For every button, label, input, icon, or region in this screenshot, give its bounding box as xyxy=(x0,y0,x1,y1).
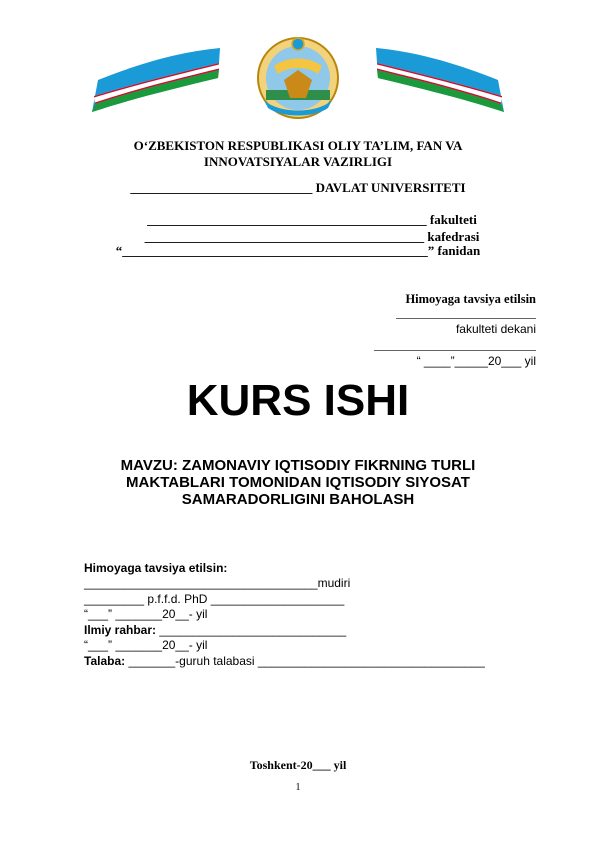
right-flag-icon xyxy=(376,48,504,112)
subject-line: “_______________________________________________” fanidan xyxy=(115,243,481,258)
approval-title-top: Himoyaga tavsiya etilsin xyxy=(405,292,536,306)
topic-line-1: MAVZU: ZAMONAVIY IQTISODIY FIKRNING TURLI xyxy=(120,457,476,474)
department-line: ___________________________________________ kafedrasi xyxy=(144,229,480,244)
approval-title-bottom: Himoyaga tavsiya etilsin: xyxy=(84,561,228,575)
supervisor-row xyxy=(84,623,346,638)
topic-block xyxy=(0,457,596,508)
dean-label: fakulteti dekani xyxy=(455,322,536,336)
head-of-department-line: ___________________________________mudiri xyxy=(84,576,351,590)
ministry-line-1: O‘ZBEKISTON RESPUBLIKASI OLIY TA’LIM, FAN VA xyxy=(133,138,463,153)
student-line: _______-guruh talabasi __________________________________ xyxy=(125,654,485,668)
page-number: 1 xyxy=(295,782,301,793)
topic-line-2: MAKTABLARI TOMONIDAN IQTISODIY SIYOSAT xyxy=(126,474,470,491)
student-label: Talaba: xyxy=(84,654,126,668)
degree-line: _________ p.f.f.d. PhD ____________________ xyxy=(84,592,345,606)
signature-line-2 xyxy=(374,350,536,351)
faculty-line: ___________________________________________ fakulteti xyxy=(147,212,477,227)
ministry-line-2: INNOVATSIYALAR VAZIRLIGI xyxy=(203,154,393,169)
approval-date-top: “ ____”_____20___ yil xyxy=(416,354,536,368)
student-row xyxy=(84,654,485,669)
signature-line xyxy=(396,318,536,319)
supervisor-label: Ilmiy rahbar: xyxy=(84,623,157,637)
emblem-icon xyxy=(258,38,338,118)
left-flag-icon xyxy=(92,48,220,112)
supervisor-line: ____________________________ xyxy=(156,623,347,637)
approval-date-1: “___” _______20__- yil xyxy=(84,607,208,621)
university-name: ____________________________ DAVLAT UNIVERSITETI xyxy=(130,180,466,195)
state-emblem-with-flags-icon xyxy=(88,30,508,120)
city-year: Toshkent-20___ yil xyxy=(249,758,347,772)
topic-line-3: SAMARADORLIGINI BAHOLASH xyxy=(181,491,415,508)
ministry-name xyxy=(0,138,596,170)
document-title: KURS ISHI xyxy=(186,376,410,425)
approval-date-2: “___” _______20__- yil xyxy=(84,638,208,652)
